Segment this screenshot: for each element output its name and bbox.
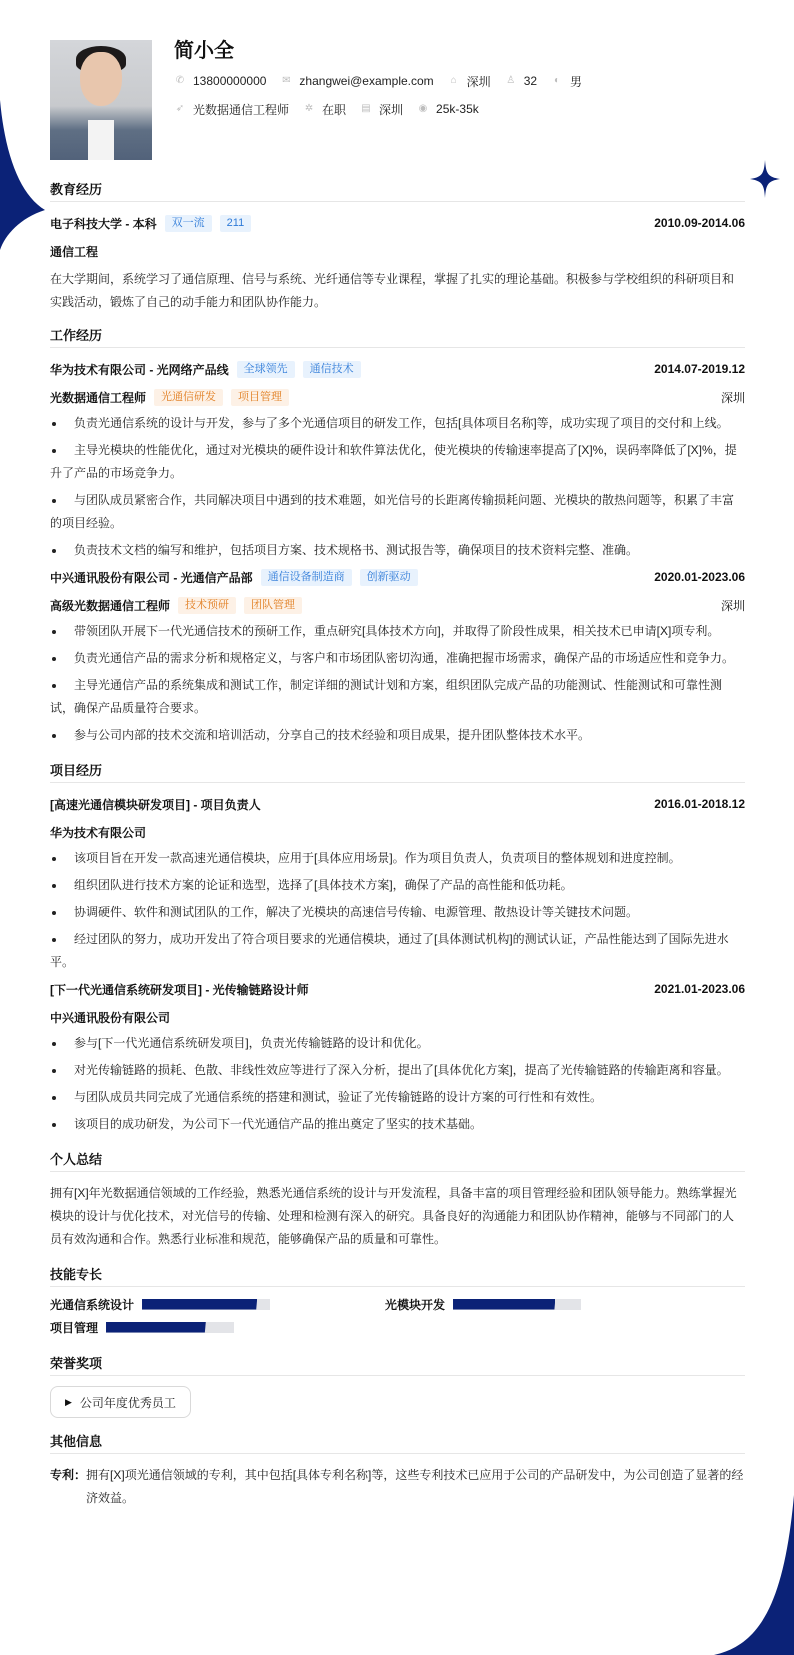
job-location: 深圳 bbox=[720, 390, 745, 405]
position-name: 光数据通信工程师 bbox=[50, 390, 147, 405]
summary-section bbox=[50, 1150, 745, 1251]
phone-item bbox=[174, 74, 266, 88]
job-status-value: 在职 bbox=[322, 102, 347, 117]
job-entry bbox=[50, 358, 745, 562]
contact-row bbox=[174, 72, 596, 90]
education-header-row bbox=[50, 212, 745, 234]
job-position-row bbox=[50, 386, 745, 408]
email-item bbox=[280, 74, 433, 88]
skill-bar bbox=[106, 1322, 234, 1333]
section-title-awards: 荣誉奖项 bbox=[50, 1354, 745, 1376]
major-name: 通信工程 bbox=[50, 244, 99, 259]
project-header-row bbox=[50, 978, 745, 1000]
skills-grid bbox=[50, 1297, 745, 1334]
awards-section bbox=[50, 1354, 745, 1418]
avatar-photo bbox=[50, 40, 152, 160]
salary-value: 25k-35k bbox=[436, 102, 479, 116]
job-intent-row bbox=[174, 100, 596, 118]
company-tag: 通信技术 bbox=[303, 361, 361, 378]
job-bullets bbox=[50, 620, 745, 747]
job-target-icon: ➶ bbox=[175, 103, 185, 114]
project-entry bbox=[50, 793, 745, 974]
target-job-value: 光数据通信工程师 bbox=[193, 102, 290, 117]
skill-item bbox=[50, 1320, 385, 1334]
bullet-item: 负责光通信产品的需求分析和规格定义，与客户和市场团队密切沟通，准确把握市场需求，确保产品的市场适应性和竞争力。 bbox=[50, 647, 745, 670]
project-bullets bbox=[50, 1032, 745, 1136]
skill-item bbox=[50, 1297, 385, 1311]
education-section bbox=[50, 180, 745, 314]
project-name: [下一代光通信系统研发项目] - 光传输链路设计师 bbox=[50, 982, 309, 997]
location-item bbox=[448, 73, 491, 90]
skill-bar bbox=[142, 1299, 270, 1310]
company-name: 中兴通讯股份有限公司 - 光通信产品部 bbox=[50, 570, 253, 585]
other-info-section bbox=[50, 1432, 745, 1510]
candidate-name: 简小全 bbox=[174, 40, 234, 62]
skill-bar-fill bbox=[142, 1299, 257, 1310]
section-title-skills: 技能专长 bbox=[50, 1265, 745, 1287]
skills-section bbox=[50, 1265, 745, 1334]
bullet-item: 协调硬件、软件和测试团队的工作，解决了光模块的高速信号传输、电源管理、散热设计等关键技术问题。 bbox=[50, 901, 745, 924]
other-info-item bbox=[50, 1464, 745, 1510]
project-company: 华为技术有限公司 bbox=[50, 825, 147, 840]
bullet-item: 负责光通信系统的设计与开发，参与了多个光通信项目的研发工作，包括[具体项目名称]等，成功实现了项目的交付和上线。 bbox=[50, 412, 745, 435]
position-tag: 光通信研发 bbox=[154, 389, 223, 406]
school-tag: 双一流 bbox=[165, 215, 212, 232]
gender-value: 男 bbox=[570, 74, 583, 89]
bullet-item: 组织团队进行技术方案的论证和选型，选择了[具体技术方案]，确保了产品的高性能和低功耗。 bbox=[50, 874, 745, 897]
other-info-text: 拥有[X]项光通信领域的专利，其中包括[具体专利名称]等，这些专利技术已应用于公司的产品研发中，为公司创造了显著的经济效益。 bbox=[86, 1468, 744, 1505]
major-row bbox=[50, 240, 745, 262]
target-job-item bbox=[174, 101, 289, 118]
education-date: 2010.09-2014.06 bbox=[654, 216, 745, 230]
bullet-item: 经过团队的努力，成功开发出了符合项目要求的光通信模块，通过了[具体测试机构]的测试认证，产品性能达到了国际先进水平。 bbox=[50, 928, 745, 974]
gender-item bbox=[551, 73, 582, 90]
section-title-other: 其他信息 bbox=[50, 1432, 745, 1454]
age-value: 32 bbox=[523, 74, 538, 88]
age-icon: ♙ bbox=[506, 75, 516, 86]
project-entry bbox=[50, 978, 745, 1136]
section-title-summary: 个人总结 bbox=[50, 1150, 745, 1172]
position-tag: 技术预研 bbox=[178, 597, 236, 614]
company-tag: 创新驱动 bbox=[360, 569, 418, 586]
company-tag: 通信设备制造商 bbox=[261, 569, 352, 586]
bullet-item: 对光传输链路的损耗、色散、非线性效应等进行了深入分析，提出了[具体优化方案]，提高了光传输链路的传输距离和容量。 bbox=[50, 1059, 745, 1082]
bullet-item: 参与公司内部的技术交流和培训活动，分享自己的技术经验和项目成果，提升团队整体技术水平。 bbox=[50, 724, 745, 747]
job-entry bbox=[50, 566, 745, 747]
decorative-corner-shape-bottom-right bbox=[714, 1495, 794, 1655]
phone-icon: ✆ bbox=[175, 75, 185, 86]
project-company-row bbox=[50, 821, 745, 843]
school-name: 电子科技大学 - 本科 bbox=[50, 216, 157, 231]
salary-item bbox=[417, 102, 479, 116]
award-item bbox=[50, 1386, 191, 1418]
project-company: 中兴通讯股份有限公司 bbox=[50, 1010, 171, 1025]
job-position-row bbox=[50, 594, 745, 616]
bullet-item: 主导光通信产品的系统集成和测试工作，制定详细的测试计划和方案，组织团队完成产品的功能测试、性能测试和可靠性测试，确保产品质量符合要求。 bbox=[50, 674, 745, 720]
target-city-item bbox=[360, 101, 403, 118]
project-name: [高速光通信模块研发项目] - 项目负责人 bbox=[50, 797, 261, 812]
bullet-item: 负责技术文档的编写和维护，包括项目方案、技术规格书、测试报告等，确保项目的技术资料完整、准确。 bbox=[50, 539, 745, 562]
bullet-item: 该项目的成功研发，为公司下一代光通信产品的推出奠定了坚实的技术基础。 bbox=[50, 1113, 745, 1136]
job-location: 深圳 bbox=[720, 598, 745, 613]
project-date: 2021.01-2023.06 bbox=[654, 982, 745, 996]
phone-value: 13800000000 bbox=[193, 74, 267, 88]
status-icon: ✲ bbox=[304, 103, 314, 114]
skill-label: 光通信系统设计 bbox=[50, 1297, 135, 1312]
company-name: 华为技术有限公司 - 光网络产品线 bbox=[50, 362, 229, 377]
salary-icon: ◉ bbox=[418, 103, 428, 114]
section-title-education: 教育经历 bbox=[50, 180, 745, 202]
position-tag: 项目管理 bbox=[231, 389, 289, 406]
skill-item bbox=[385, 1297, 720, 1311]
job-status-item bbox=[303, 101, 346, 118]
mail-icon: ✉ bbox=[282, 75, 291, 86]
summary-text: 拥有[X]年光数据通信领域的工作经验，熟悉光通信系统的设计与开发流程，具备丰富的项目管理经验和团队领导能力。熟练掌握光模块的设计与优化技术，对光信号的传输、处理和检测有深入的研究。具备良好的沟通能力和团队协作精神，能够与不同部门的人员有效沟通和合作。熟悉行业标准和规范，能够确保产品的质量和可靠性。 bbox=[50, 1186, 737, 1246]
projects-section bbox=[50, 761, 745, 1136]
email-value[interactable]: zhangwei@example.com bbox=[299, 74, 434, 88]
home-icon: ⌂ bbox=[450, 75, 457, 86]
skill-bar-fill bbox=[106, 1322, 206, 1333]
skill-bar bbox=[453, 1299, 581, 1310]
resume-page bbox=[50, 40, 745, 1510]
school-tag: 211 bbox=[220, 215, 252, 232]
bullet-item: 主导光模块的性能优化，通过对光模块的硬件设计和软件算法优化，使光模块的传输速率提高了[X]%，误码率降低了[X]%，提升了产品的市场竞争力。 bbox=[50, 439, 745, 485]
city-icon: ▤ bbox=[361, 103, 371, 114]
location-value: 深圳 bbox=[466, 74, 491, 89]
other-info-label: 专利： bbox=[50, 1468, 87, 1482]
award-label: 公司年度优秀员工 bbox=[79, 1395, 176, 1410]
target-city-value: 深圳 bbox=[379, 102, 404, 117]
age-item bbox=[505, 74, 537, 88]
section-title-work: 工作经历 bbox=[50, 326, 745, 348]
job-date: 2014.07-2019.12 bbox=[654, 362, 745, 376]
company-tag: 全球领先 bbox=[237, 361, 295, 378]
skill-label: 光模块开发 bbox=[385, 1297, 446, 1312]
project-date: 2016.01-2018.12 bbox=[654, 797, 745, 811]
bullet-item: 与团队成员紧密合作，共同解决项目中遇到的技术难题，如光信号的长距离传输损耗问题、光模块的散热问题等，积累了丰富的项目经验。 bbox=[50, 489, 745, 535]
decorative-corner-shape-left bbox=[0, 100, 50, 250]
triangle-right-icon: ▶ bbox=[65, 1396, 72, 1407]
job-bullets bbox=[50, 412, 745, 562]
education-description: 在大学期间，系统学习了通信原理、信号与系统、光纤通信等专业课程，掌握了扎实的理论基础。积极参与学校组织的科研项目和实践活动，锻炼了自己的动手能力和团队协作能力。 bbox=[50, 272, 735, 309]
skill-bar-fill bbox=[453, 1299, 555, 1310]
job-date: 2020.01-2023.06 bbox=[654, 570, 745, 584]
bullet-item: 该项目旨在开发一款高速光通信模块，应用于[具体应用场景]。作为项目负责人，负责项目的整体规划和进度控制。 bbox=[50, 847, 745, 870]
bullet-item: 与团队成员共同完成了光通信系统的搭建和测试，验证了光传输链路的设计方案的可行性和有效性。 bbox=[50, 1086, 745, 1109]
position-tag: 团队管理 bbox=[244, 597, 302, 614]
sparkle-star-icon bbox=[750, 160, 780, 198]
section-title-projects: 项目经历 bbox=[50, 761, 745, 783]
profile-header bbox=[50, 40, 745, 160]
gender-icon: ◐ bbox=[554, 75, 561, 86]
project-bullets bbox=[50, 847, 745, 974]
project-company-row bbox=[50, 1006, 745, 1028]
job-company-row bbox=[50, 358, 745, 380]
skill-label: 项目管理 bbox=[50, 1320, 99, 1335]
work-section bbox=[50, 326, 745, 747]
position-name: 高级光数据通信工程师 bbox=[50, 598, 171, 613]
project-header-row bbox=[50, 793, 745, 815]
bullet-item: 参与[下一代光通信系统研发项目]，负责光传输链路的设计和优化。 bbox=[50, 1032, 745, 1055]
job-company-row bbox=[50, 566, 745, 588]
profile-info bbox=[174, 40, 596, 160]
bullet-item: 带领团队开展下一代光通信技术的预研工作，重点研究[具体技术方向]，并取得了阶段性成果，相关技术已申请[X]项专利。 bbox=[50, 620, 745, 643]
